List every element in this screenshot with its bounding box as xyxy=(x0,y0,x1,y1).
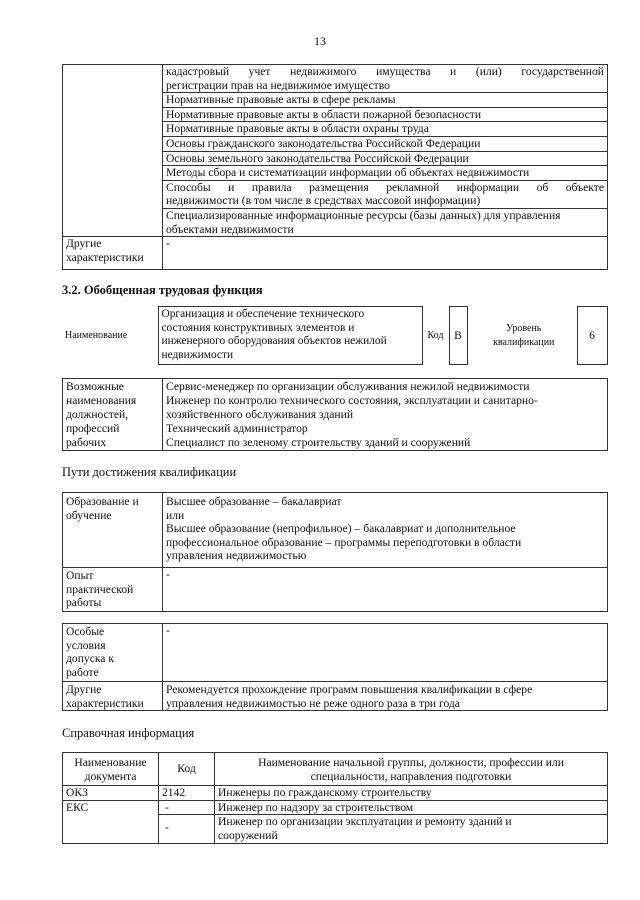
edu-line: профессиональное образование – программы переподготовки в области xyxy=(166,535,522,549)
other-value xyxy=(163,682,608,711)
label-line: профессий xyxy=(66,421,120,435)
label-line: условия xyxy=(66,638,106,652)
conditions-table xyxy=(62,623,608,711)
knowledge-line: регистрации прав на недвижимое имущество xyxy=(166,78,390,92)
knowledge-line: Специализированные информационные ресурсы (базы данных) для управления xyxy=(166,208,561,222)
list-item: Специалист по зеленому строительству зданий и сооружений xyxy=(166,435,471,449)
label-line: должностей, xyxy=(66,407,129,421)
page-number: 13 xyxy=(314,34,326,48)
label-line: практической xyxy=(66,582,134,596)
special-conditions-label xyxy=(63,624,163,682)
label-line: работе xyxy=(66,665,99,679)
header-line: специальности, направления подготовки xyxy=(310,769,512,783)
knowledge-item: Основы гражданского законодательства Российской Федерации xyxy=(163,136,608,151)
section-heading: 3.2. Обобщенная трудовая функция xyxy=(62,283,263,297)
label-line: работы xyxy=(66,596,102,610)
label-line: Особые xyxy=(66,625,105,638)
knowledge-item: Основы земельного законодательства Российской Федерации xyxy=(163,151,608,166)
positions-table xyxy=(62,378,608,451)
knowledge-line: Способы и правила размещения рекламной информации об объекте xyxy=(166,180,604,194)
reference-table xyxy=(62,752,608,844)
name-line: недвижимости xyxy=(161,348,234,361)
name-label: Наименование xyxy=(65,329,128,341)
level-label-line: квалификации xyxy=(493,336,555,348)
cell-code: - xyxy=(159,815,215,843)
positions-label xyxy=(63,379,163,451)
edu-line: Высшее образование (непрофильное) – бакалавриат и дополнительное xyxy=(166,522,516,536)
knowledge-item: Нормативные правовые акты в области пожарной безопасности xyxy=(163,107,608,122)
experience-label xyxy=(63,568,163,612)
code-label: Код xyxy=(427,329,444,341)
header-line: Наименование xyxy=(74,756,147,769)
table-header-row xyxy=(63,753,608,786)
table-row xyxy=(63,237,608,270)
list-item: Сервис-менеджер по организации обслуживания нежилой недвижимости xyxy=(166,380,530,393)
name-line: инженерного оборудования объектов нежилой xyxy=(161,335,387,348)
table-row xyxy=(63,786,608,801)
positions-list xyxy=(163,379,608,451)
knowledge-line: кадастровый учет недвижимого имущества и (или) государственной xyxy=(166,65,604,78)
function-header xyxy=(62,306,608,365)
knowledge-line: объектами недвижимости xyxy=(166,222,294,236)
paths-title: Пути достижения квалификации xyxy=(62,465,237,479)
name-line: состояния конструктивных элементов и xyxy=(161,321,355,334)
header-name xyxy=(215,753,608,786)
label-line: характеристики xyxy=(66,250,144,264)
knowledge-item xyxy=(163,65,608,93)
header-doc xyxy=(63,753,159,786)
header-line: Наименование начальной группы, должности, профессии или xyxy=(258,756,564,769)
name-line: сооружений xyxy=(218,828,278,842)
label-line: Опыт xyxy=(66,569,94,582)
knowledge-item: Методы сбора и систематизации информации об объектах недвижимости xyxy=(163,166,608,181)
other-line: управления недвижимостью не реже одного раза в три года xyxy=(166,696,460,710)
other-line: Рекомендуется прохождение программ повышения квалификации в сфере xyxy=(166,683,533,696)
label-line: характеристики xyxy=(66,696,144,710)
special-conditions-value: - xyxy=(163,624,608,682)
other-characteristics-label xyxy=(63,237,163,270)
cell-code: 2142 xyxy=(159,786,215,801)
edu-line: или xyxy=(166,508,185,522)
name-line: Организация и обеспечение технического xyxy=(161,308,365,320)
table-row xyxy=(63,800,608,815)
label-line: Другие xyxy=(66,237,102,251)
edu-line: управления недвижимостью xyxy=(166,549,307,563)
header-code: Код xyxy=(159,753,215,786)
name-line: Инженер по организации эксплуатации и ремонту зданий и xyxy=(218,815,512,829)
education-table xyxy=(62,492,608,612)
cell-name: Инженеры по гражданскому строительству xyxy=(215,786,608,801)
list-item: хозяйственного обслуживания зданий xyxy=(166,407,354,421)
edu-line: Высшее образование – бакалавриат xyxy=(166,495,342,508)
table-row xyxy=(63,65,608,93)
knowledge-item xyxy=(163,208,608,236)
knowledge-item xyxy=(163,180,608,208)
cell-code: - xyxy=(159,800,215,815)
label-line: Образование и xyxy=(66,495,139,508)
label-line: Другие xyxy=(66,683,102,696)
level-value: 6 xyxy=(577,307,607,365)
education-label xyxy=(63,493,163,568)
code-value: В xyxy=(449,307,467,365)
cell-name xyxy=(215,815,608,843)
cell-doc: ОКЗ xyxy=(63,786,159,801)
label-line: наименования xyxy=(66,393,137,407)
list-item: Инженер по контролю технического состояния, эксплуатации и санитарно- xyxy=(166,393,538,407)
other-characteristics-value: - xyxy=(163,237,608,270)
knowledge-table xyxy=(62,64,608,270)
other-label xyxy=(63,682,163,711)
name-value xyxy=(158,307,422,365)
empty-label-cell xyxy=(63,65,163,237)
label-line: рабочих xyxy=(66,435,107,449)
level-label xyxy=(471,307,577,365)
header-line: документа xyxy=(84,769,137,783)
knowledge-item: Нормативные правовые акты в области охраны труда xyxy=(163,122,608,137)
experience-value: - xyxy=(163,568,608,612)
cell-name: Инженер по надзору за строительством xyxy=(215,800,608,815)
knowledge-line: недвижимости (в том числе в средствах массовой информации) xyxy=(166,194,481,208)
list-item: Технический администратор xyxy=(166,421,308,435)
label-line: обучение xyxy=(66,508,112,522)
knowledge-item: Нормативные правовые акты в сфере рекламы xyxy=(163,93,608,108)
label-line: допуска к xyxy=(66,652,114,666)
cell-doc: ЕКС xyxy=(63,800,159,843)
education-value xyxy=(163,493,608,568)
level-label-line: Уровень xyxy=(506,322,542,334)
label-line: Возможные xyxy=(66,380,124,393)
reference-title: Справочная информация xyxy=(62,726,195,740)
